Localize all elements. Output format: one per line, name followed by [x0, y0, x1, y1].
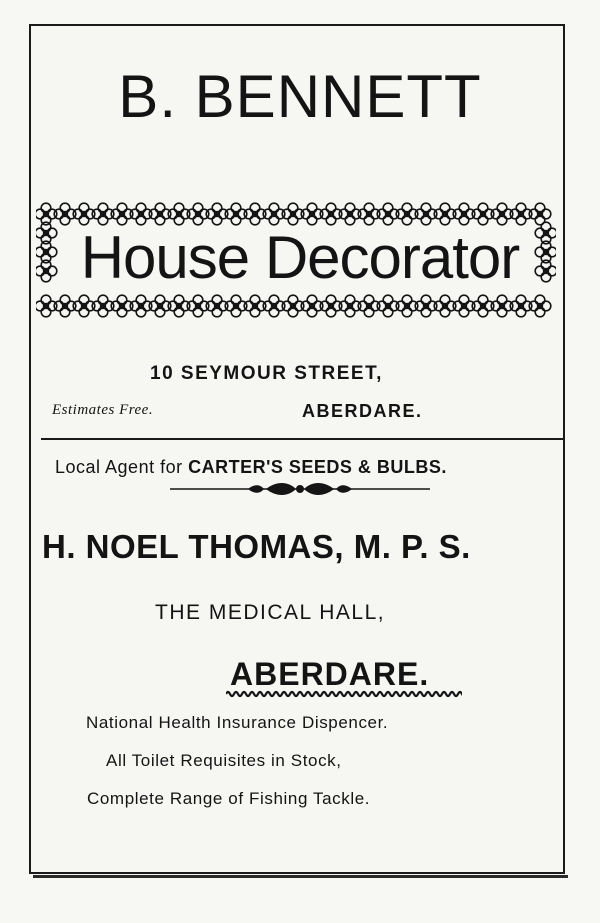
shop-name: THE MEDICAL HALL,	[155, 601, 386, 624]
border-shadow	[33, 875, 568, 878]
agent-prefix: Local Agent for	[55, 457, 189, 477]
agent-line	[55, 457, 447, 478]
section-divider	[41, 438, 563, 440]
street-address: 10 SEYMOUR STREET,	[150, 363, 383, 384]
agent-product: CARTER'S SEEDS & BULBS.	[188, 457, 447, 477]
service-line: National Health Insurance Dispencer.	[86, 713, 389, 732]
town-name: ABERDARE.	[302, 401, 423, 421]
business-name: B. BENNETT	[118, 63, 482, 130]
flourish-ornament	[170, 481, 430, 497]
chemist-name: H. NOEL THOMAS, M. P. S.	[42, 528, 471, 565]
town-name-large: ABERDARE.	[230, 656, 430, 692]
service-line: Complete Range of Fishing Tackle.	[87, 789, 371, 808]
service-line: All Toilet Requisites in Stock,	[106, 751, 342, 770]
trade-title: House Decorator	[80, 224, 520, 291]
estimates-note: Estimates Free.	[52, 402, 154, 418]
advert-border	[29, 24, 565, 874]
wavy-underline	[226, 689, 462, 699]
